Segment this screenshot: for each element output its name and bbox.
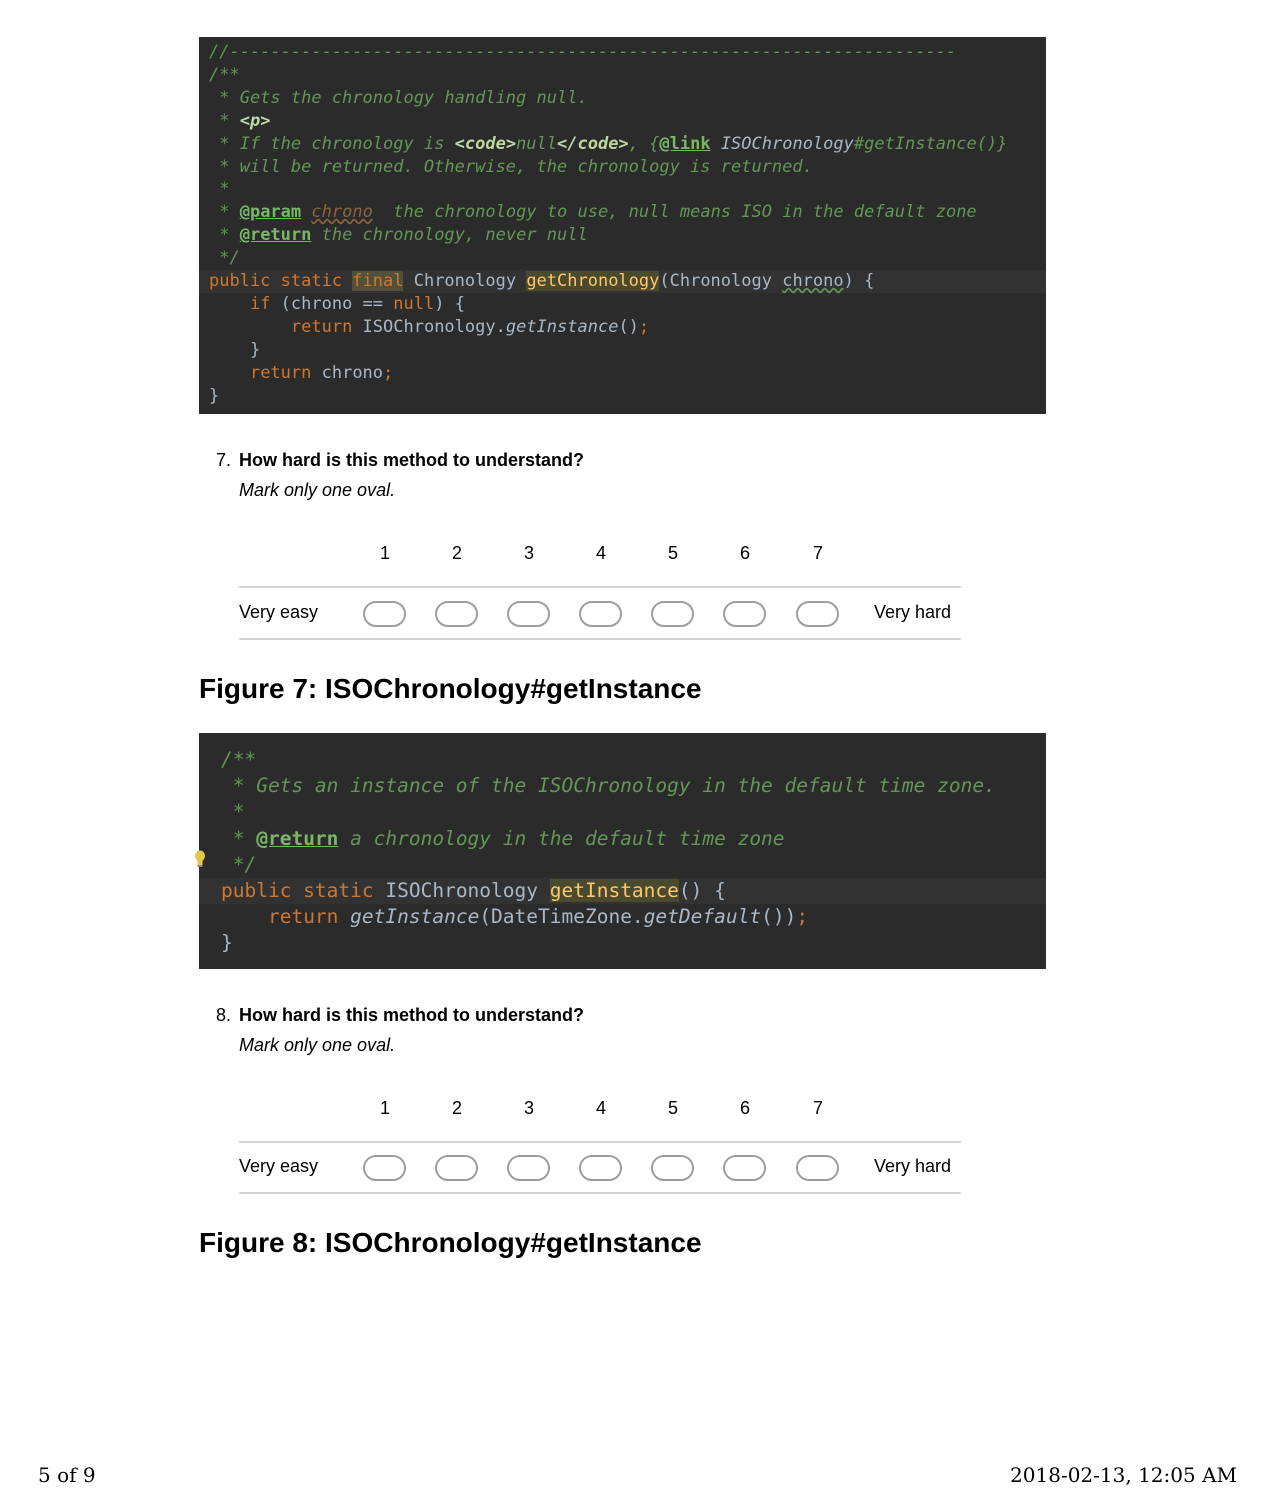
scale-label-3: 3: [523, 1098, 534, 1118]
question-number: 8.: [216, 1005, 232, 1025]
rating-oval-1[interactable]: [363, 601, 406, 627]
code-line: *: [209, 179, 230, 200]
scale-label-5: 5: [667, 1098, 678, 1118]
rating-oval-6[interactable]: [723, 601, 766, 627]
scale-label-7: 7: [812, 1098, 823, 1118]
scale-label-5: 5: [667, 543, 678, 563]
scale-label-2: 2: [451, 543, 462, 563]
page-counter: 5 of 9: [38, 1463, 96, 1487]
code-line: * @return the chronology, never null: [209, 225, 588, 246]
scale-label-2: 2: [451, 1098, 462, 1118]
code-line: * Gets an instance of the ISOChronology in the default time zone.: [221, 774, 996, 798]
scale-label-6: 6: [739, 1098, 750, 1118]
code-line: public static final Chronology getChronology(Chronology chrono) {: [199, 270, 1046, 293]
lightbulb-icon[interactable]: [194, 850, 206, 868]
code-line: return ISOChronology.getInstance();: [290, 316, 650, 337]
rating-oval-7[interactable]: [796, 1155, 839, 1181]
scale-label-3: 3: [523, 543, 534, 563]
code-line: * will be returned. Otherwise, the chronology is returned.: [209, 156, 813, 177]
question-hint: Mark only one oval.: [239, 480, 396, 500]
rating-oval-2[interactable]: [435, 1155, 478, 1181]
code-line: * If the chronology is <code>null</code>, {@link ISOChronology#getInstance()}: [209, 133, 1008, 154]
rating-oval-2[interactable]: [435, 601, 478, 627]
code-line: return getInstance(DateTimeZone.getDefault());: [267, 905, 809, 929]
rating-oval-3[interactable]: [507, 1155, 550, 1181]
code-line: }: [209, 385, 220, 406]
question-title: How hard is this method to understand?: [239, 450, 585, 470]
divider: [239, 1141, 961, 1143]
rating-oval-1[interactable]: [363, 1155, 406, 1181]
rating-oval-3[interactable]: [507, 601, 550, 627]
divider: [239, 638, 961, 640]
rating-oval-5[interactable]: [651, 601, 694, 627]
code-line: * <p>: [209, 110, 271, 131]
rating-oval-4[interactable]: [579, 1155, 622, 1181]
code-line: }: [221, 931, 233, 955]
code-line: if (chrono == null) {: [249, 293, 465, 314]
code-line: public static ISOChronology getInstance() {: [199, 878, 1046, 904]
code-screenshot-get-chronology: [199, 37, 1046, 414]
scale-high-label: Very hard: [874, 602, 952, 622]
code-screenshot-get-instance: [199, 733, 1046, 969]
rating-oval-6[interactable]: [723, 1155, 766, 1181]
code-line: *: [221, 800, 245, 824]
scale-low-label: Very easy: [239, 602, 319, 622]
rating-oval-7[interactable]: [796, 601, 839, 627]
figure-caption: Figure 8: ISOChronology#getInstance: [199, 1227, 702, 1258]
rating-oval-5[interactable]: [651, 1155, 694, 1181]
scale-label-6: 6: [739, 543, 750, 563]
code-line: * @return a chronology in the default time zone: [221, 826, 785, 850]
scale-label-1: 1: [379, 1098, 390, 1118]
code-line: * @param chrono the chronology to use, null means ISO in the default zone: [209, 202, 977, 223]
code-line: */: [221, 852, 257, 876]
scale-label-7: 7: [812, 543, 823, 563]
scale-low-label: Very easy: [239, 1156, 319, 1176]
question-number: 7.: [216, 450, 232, 470]
divider: [239, 586, 961, 588]
figure-caption: Figure 7: ISOChronology#getInstance: [199, 673, 702, 704]
scale-label-1: 1: [379, 543, 390, 563]
code-line: return chrono;: [249, 362, 394, 383]
rating-oval-4[interactable]: [579, 601, 622, 627]
scale-label-4: 4: [595, 1098, 606, 1118]
scale-label-4: 4: [595, 543, 606, 563]
code-line: }: [209, 339, 261, 360]
question-title: How hard is this method to understand?: [239, 1005, 585, 1025]
code-line: //-----------------------------------------------------------------------: [209, 42, 957, 62]
code-line: */: [209, 248, 240, 269]
scale-high-label: Very hard: [874, 1156, 952, 1176]
code-line: * Gets the chronology handling null.: [209, 87, 588, 108]
question-hint: Mark only one oval.: [239, 1035, 396, 1055]
print-timestamp: 2018-02-13, 12:05 AM: [1010, 1463, 1237, 1487]
code-line: /**: [209, 64, 240, 85]
divider: [239, 1192, 961, 1194]
code-line: /**: [221, 748, 257, 771]
